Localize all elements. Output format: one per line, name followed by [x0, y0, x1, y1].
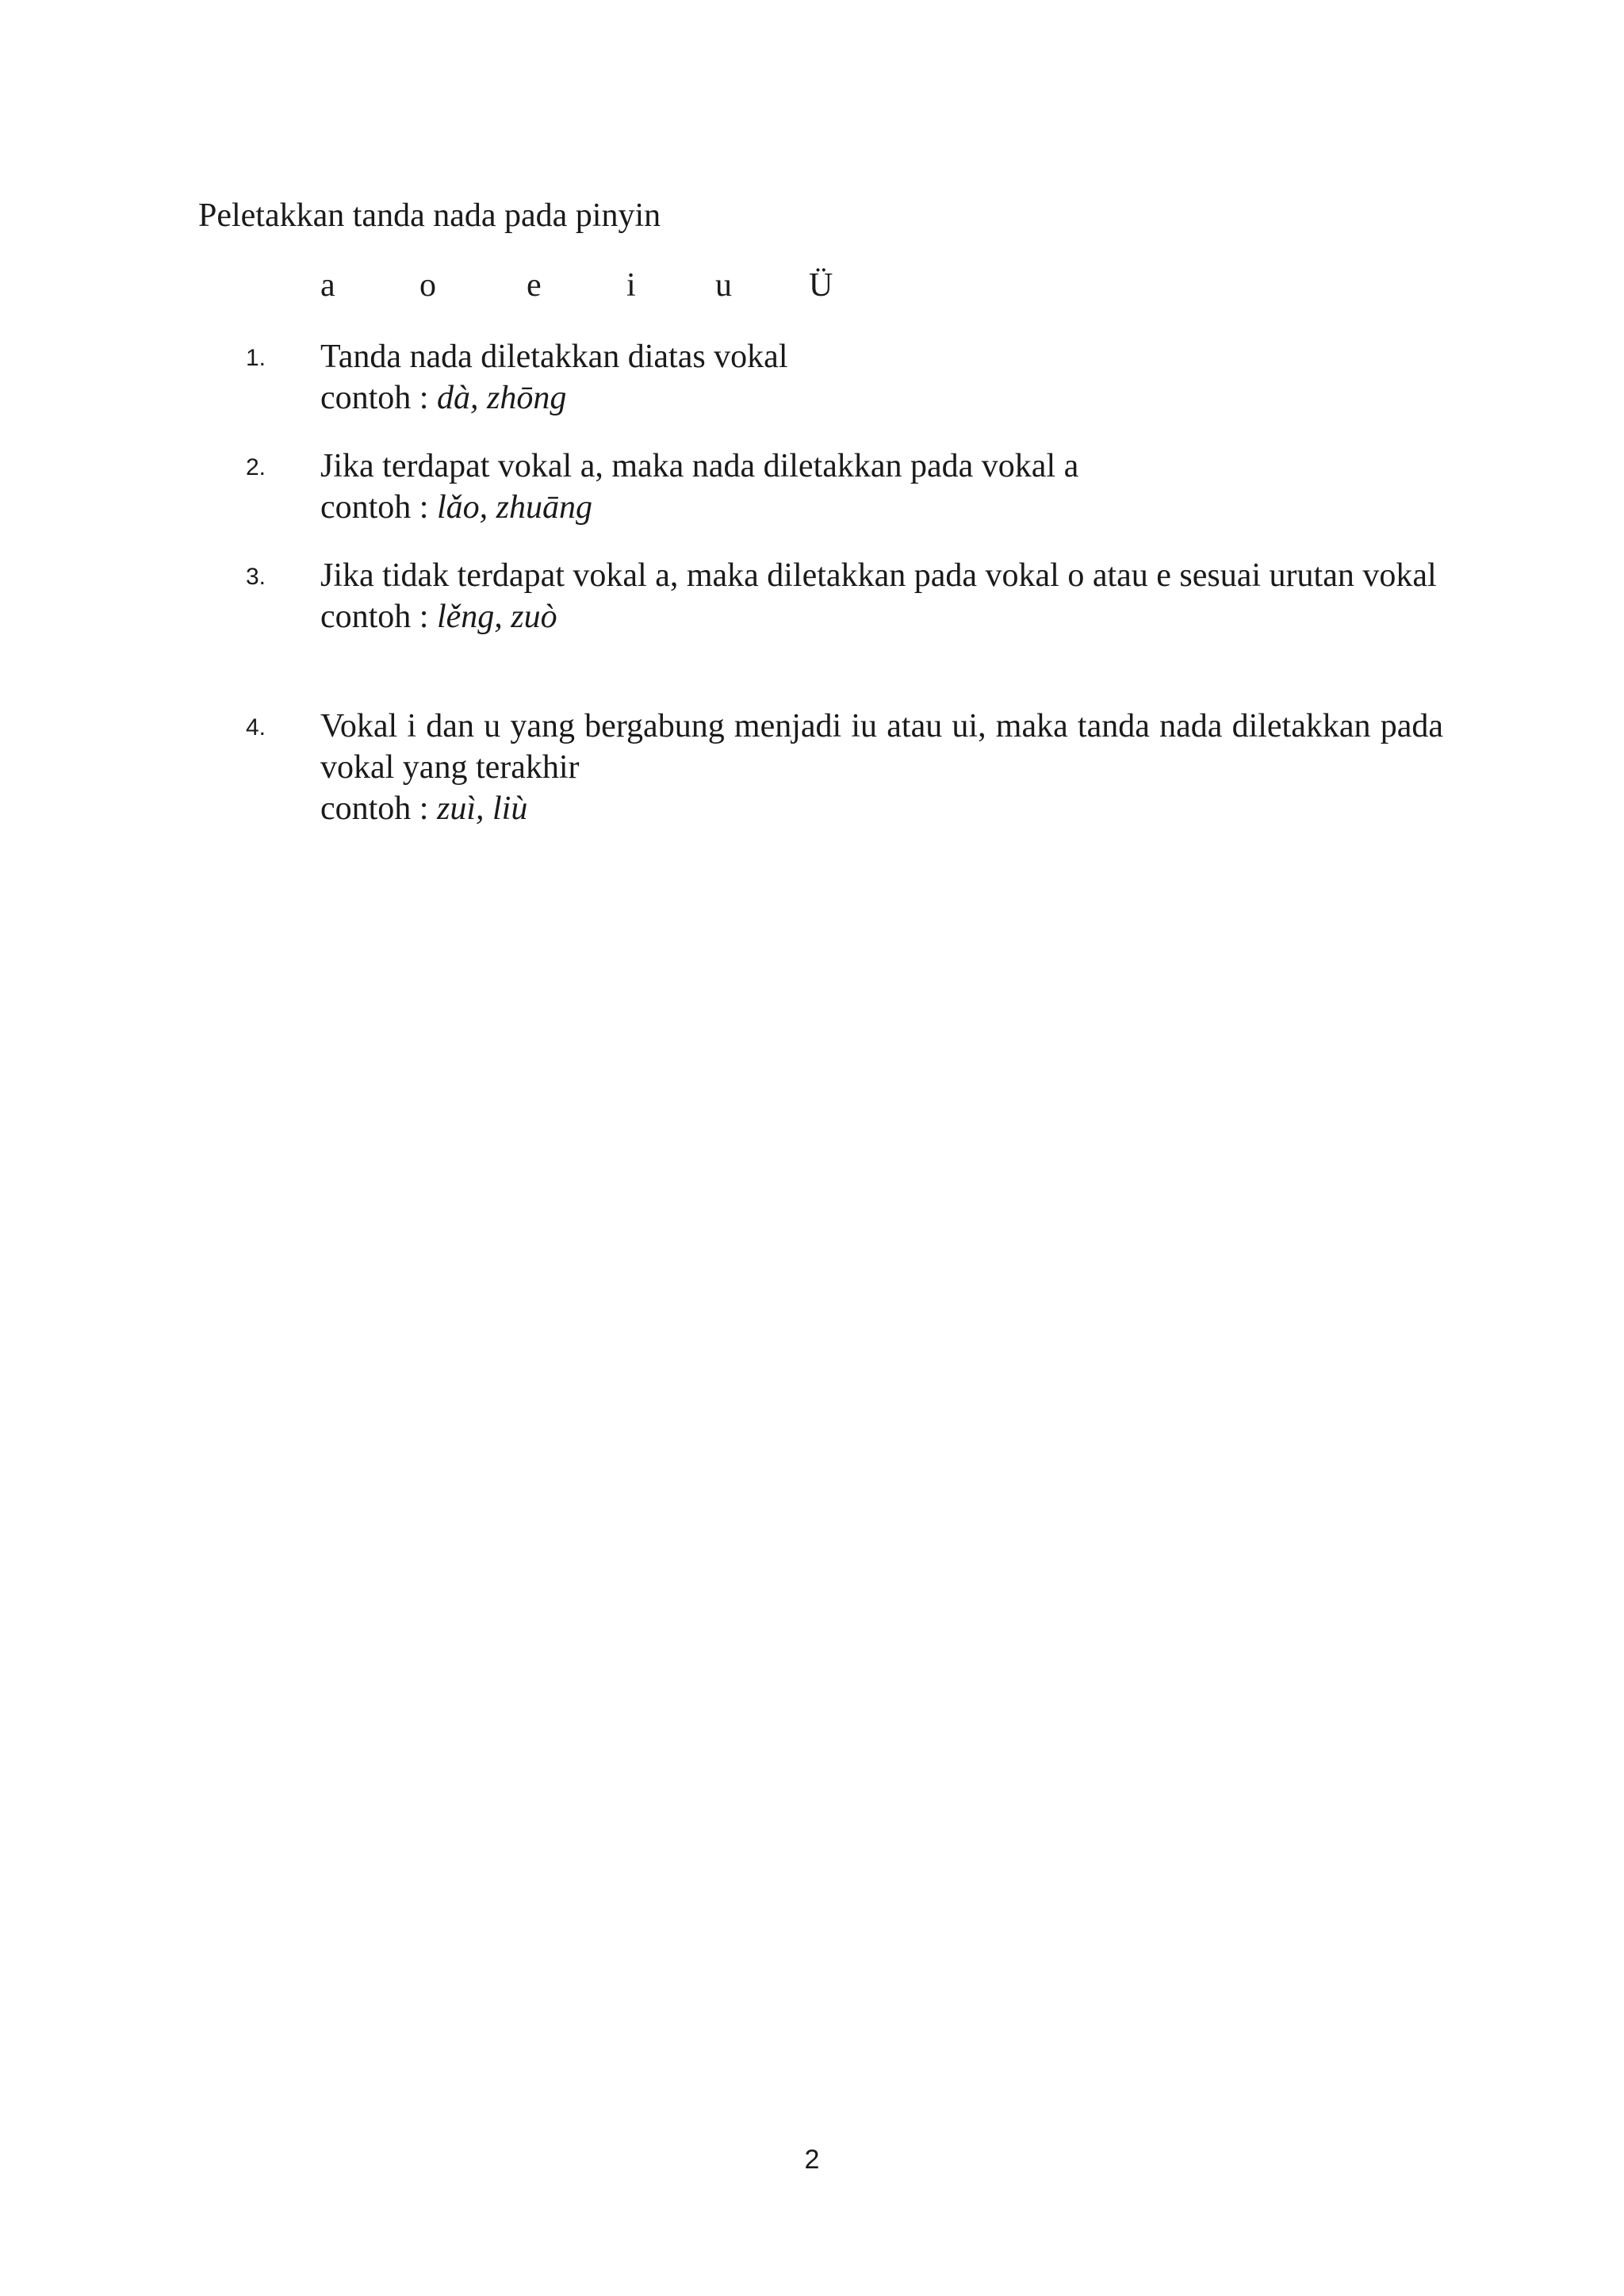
rule-item-3 — [198, 555, 1443, 637]
example-values: lěng, zuò — [436, 599, 557, 635]
rule-number: 1. — [246, 345, 266, 371]
rule-body — [320, 336, 1443, 419]
rule-text: Jika terdapat vokal a, maka nada diletakkan pada vokal a — [320, 448, 1079, 484]
vowel-i: i — [626, 267, 636, 304]
vowel-u: u — [715, 267, 732, 304]
rule-item-4 — [198, 706, 1443, 829]
vowel-row — [320, 265, 923, 306]
rule-text: Jika tidak terdapat vokal a, maka diletakkan pada vokal o atau e sesuai urutan vokal — [320, 557, 1437, 594]
rule-text: Tanda nada diletakkan diatas vokal — [320, 339, 788, 375]
rule-example — [320, 487, 1443, 528]
section-heading: Peletakkan tanda nada pada pinyin — [198, 197, 661, 234]
rule-item-2 — [198, 446, 1443, 528]
example-values: zuì, liù — [436, 790, 528, 827]
vowel-u-umlaut: Ü — [809, 267, 833, 304]
rule-example — [320, 788, 1443, 829]
example-label: contoh : — [320, 599, 437, 635]
page-number: 2 — [804, 2145, 820, 2175]
rule-number: 4. — [246, 714, 266, 740]
example-label: contoh : — [320, 489, 437, 526]
vowel-o: o — [419, 267, 436, 304]
example-values: lǎo, zhuāng — [436, 489, 592, 526]
vowel-e: e — [527, 267, 542, 304]
vowel-a: a — [320, 267, 335, 304]
rule-example — [320, 377, 1443, 419]
example-label: contoh : — [320, 790, 437, 827]
rule-number: 3. — [246, 564, 266, 590]
rule-text: Vokal i dan u yang bergabung menjadi iu atau ui, maka tanda nada diletakkan pada vokal yang terakhir — [320, 708, 1443, 786]
rule-number: 2. — [246, 454, 266, 480]
rule-body — [320, 706, 1443, 829]
rule-body — [320, 555, 1443, 637]
example-values: dà, zhōng — [436, 380, 567, 416]
example-label: contoh : — [320, 380, 437, 416]
rule-item-1 — [198, 336, 1443, 419]
rule-example — [320, 596, 1443, 637]
rule-body — [320, 446, 1443, 528]
